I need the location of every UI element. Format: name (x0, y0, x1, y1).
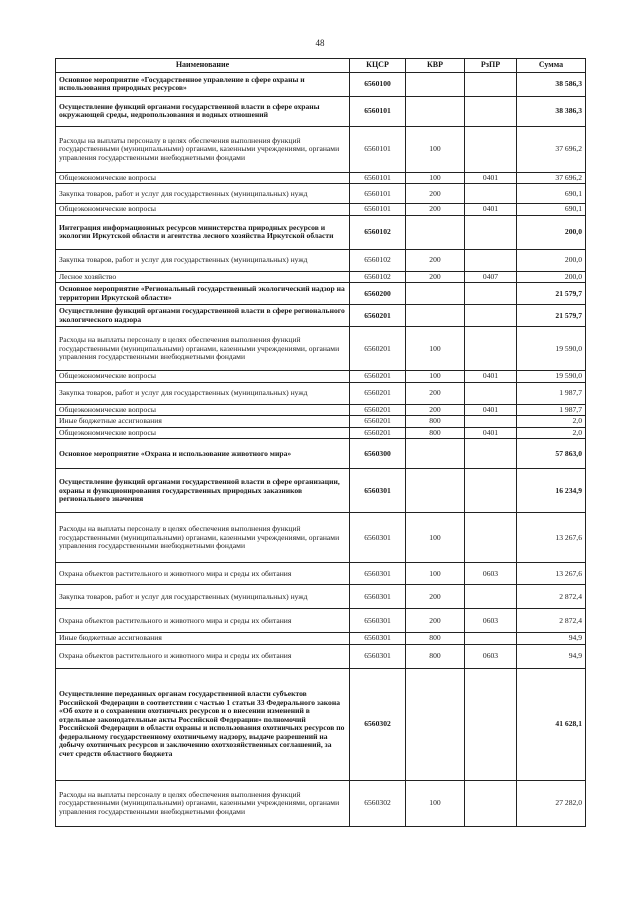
table-row (56, 609, 586, 633)
cell-name: Общеэкономические вопросы (56, 404, 350, 416)
table-row (56, 215, 586, 249)
cell-sum: 94,9 (517, 644, 586, 668)
cell-kvr (406, 96, 465, 126)
cell-name: Охрана объектов растительного и животного мира и среды их обитания (56, 609, 350, 633)
cell-kcsr: 6560201 (350, 382, 406, 404)
cell-sum: 21 579,7 (517, 283, 586, 305)
cell-name: Охрана объектов растительного и животного мира и среды их обитания (56, 563, 350, 585)
header-kcsr: КЦСР (350, 59, 406, 73)
table-row (56, 469, 586, 513)
table-header-row (56, 59, 586, 73)
cell-sum: 2 872,4 (517, 609, 586, 633)
cell-rzpr (465, 585, 517, 609)
cell-name: Расходы на выплаты персоналу в целях обеспечения выполнения функций государственными (муниципальными) органами, казенными учреждениями, органами управления государственными внебюджетными фондами (56, 327, 350, 371)
table-row (56, 327, 586, 371)
cell-rzpr (465, 96, 517, 126)
cell-name: Расходы на выплаты персоналу в целях обеспечения выполнения функций государственными (муниципальными) органами, казенными учреждениями, органами управления государственными внебюджетными фондами (56, 513, 350, 563)
cell-kvr: 800 (406, 644, 465, 668)
cell-kcsr: 6560301 (350, 644, 406, 668)
cell-sum: 16 234,9 (517, 469, 586, 513)
table-row (56, 271, 586, 283)
cell-rzpr (465, 72, 517, 96)
cell-kvr: 800 (406, 633, 465, 645)
cell-sum: 38 586,3 (517, 72, 586, 96)
cell-rzpr: 0401 (465, 172, 517, 184)
cell-rzpr (465, 668, 517, 780)
header-sum: Сумма (517, 59, 586, 73)
cell-kcsr: 6560201 (350, 371, 406, 383)
cell-name: Общеэкономические вопросы (56, 204, 350, 216)
cell-kcsr: 6560301 (350, 609, 406, 633)
cell-kcsr: 6560102 (350, 271, 406, 283)
cell-kcsr: 6560101 (350, 204, 406, 216)
cell-name: Общеэкономические вопросы (56, 172, 350, 184)
cell-name: Закупка товаров, работ и услуг для государственных (муниципальных) нужд (56, 184, 350, 204)
cell-rzpr: 0603 (465, 644, 517, 668)
cell-sum: 690,1 (517, 184, 586, 204)
cell-sum: 13 267,6 (517, 563, 586, 585)
cell-sum: 200,0 (517, 215, 586, 249)
cell-sum: 38 386,3 (517, 96, 586, 126)
cell-sum: 27 282,0 (517, 780, 586, 826)
cell-rzpr (465, 249, 517, 271)
table-body (56, 72, 586, 826)
cell-name: Расходы на выплаты персоналу в целях обеспечения выполнения функций государственными (муниципальными) органами, казенными учреждениями, органами управления государственными внебюджетными фондами (56, 780, 350, 826)
cell-name: Основное мероприятие «Охрана и использование животного мира» (56, 439, 350, 469)
cell-sum: 2,0 (517, 416, 586, 428)
cell-name: Осуществление функций органами государственной власти в сфере охраны окружающей среды, недропользования и водных отношений (56, 96, 350, 126)
cell-kcsr: 6560200 (350, 283, 406, 305)
cell-name: Иные бюджетные ассигнования (56, 633, 350, 645)
cell-sum: 1 987,7 (517, 404, 586, 416)
cell-kvr (406, 469, 465, 513)
cell-kcsr: 6560100 (350, 72, 406, 96)
cell-kvr: 200 (406, 184, 465, 204)
cell-rzpr: 0603 (465, 609, 517, 633)
cell-rzpr: 0603 (465, 563, 517, 585)
cell-kcsr: 6560101 (350, 96, 406, 126)
cell-kvr (406, 283, 465, 305)
cell-kvr: 200 (406, 609, 465, 633)
cell-kvr (406, 72, 465, 96)
cell-name: Осуществление переданных органам государственной власти субъектов Российской Федерации в соответствии с частью 1 статьи 33 Федерального закона «Об охоте и о сохранении охотничьих ресурсов и о внесении изменений в отдельные законодательные акты Российской Федерации» полномочий Российской Федерации в области охраны и использования охотничьих ресурсов по федеральному государственному охотничьему надзору, выдаче разрешений на добычу охотничьих ресурсов и заключению охотхозяйственных соглашений, за счет средств областного бюджета (56, 668, 350, 780)
cell-rzpr (465, 126, 517, 172)
cell-kvr: 100 (406, 563, 465, 585)
cell-kcsr: 6560102 (350, 215, 406, 249)
table-row (56, 780, 586, 826)
table-row (56, 96, 586, 126)
table-row (56, 283, 586, 305)
table-row (56, 172, 586, 184)
cell-name: Иные бюджетные ассигнования (56, 416, 350, 428)
cell-rzpr (465, 633, 517, 645)
cell-kcsr: 6560301 (350, 585, 406, 609)
cell-kcsr: 6560301 (350, 513, 406, 563)
cell-kcsr: 6560201 (350, 327, 406, 371)
table-row (56, 427, 586, 439)
cell-kvr: 100 (406, 513, 465, 563)
budget-table (55, 58, 586, 827)
cell-name: Общеэкономические вопросы (56, 371, 350, 383)
cell-rzpr: 0401 (465, 371, 517, 383)
cell-kcsr: 6560101 (350, 172, 406, 184)
cell-kcsr: 6560301 (350, 469, 406, 513)
cell-name: Охрана объектов растительного и животного мира и среды их обитания (56, 644, 350, 668)
cell-rzpr (465, 305, 517, 327)
cell-name: Общеэкономические вопросы (56, 427, 350, 439)
cell-kvr: 200 (406, 404, 465, 416)
cell-rzpr (465, 780, 517, 826)
table-row (56, 184, 586, 204)
cell-rzpr: 0401 (465, 404, 517, 416)
cell-kvr: 100 (406, 327, 465, 371)
cell-sum: 2 872,4 (517, 585, 586, 609)
cell-rzpr (465, 513, 517, 563)
cell-sum: 41 628,1 (517, 668, 586, 780)
cell-sum: 19 590,0 (517, 371, 586, 383)
cell-sum: 1 987,7 (517, 382, 586, 404)
cell-kcsr: 6560301 (350, 633, 406, 645)
table-row (56, 416, 586, 428)
cell-sum: 94,9 (517, 633, 586, 645)
header-rzpr: РзПР (465, 59, 517, 73)
cell-name: Осуществление функций органами государственной власти в сфере организации, охраны и функционирования государственных природных заказников регионального значения (56, 469, 350, 513)
table-row (56, 204, 586, 216)
cell-name: Закупка товаров, работ и услуг для государственных (муниципальных) нужд (56, 382, 350, 404)
table-row (56, 249, 586, 271)
table-row (56, 305, 586, 327)
cell-kcsr: 6560201 (350, 416, 406, 428)
cell-sum: 19 590,0 (517, 327, 586, 371)
cell-sum: 200,0 (517, 271, 586, 283)
cell-rzpr (465, 215, 517, 249)
cell-rzpr (465, 184, 517, 204)
cell-sum: 21 579,7 (517, 305, 586, 327)
table-row (56, 644, 586, 668)
cell-kvr: 200 (406, 249, 465, 271)
cell-kvr: 200 (406, 585, 465, 609)
cell-sum: 37 696,2 (517, 126, 586, 172)
cell-kvr: 800 (406, 416, 465, 428)
page-number: 48 (315, 38, 325, 48)
table-row (56, 668, 586, 780)
cell-kcsr: 6560300 (350, 439, 406, 469)
cell-kvr: 200 (406, 271, 465, 283)
cell-kcsr: 6560101 (350, 126, 406, 172)
cell-rzpr: 0401 (465, 204, 517, 216)
header-name: Наименование (56, 59, 350, 73)
cell-name: Расходы на выплаты персоналу в целях обеспечения выполнения функций государственными (муниципальными) органами, казенными учреждениями, органами управления государственными внебюджетными фондами (56, 126, 350, 172)
cell-kvr (406, 305, 465, 327)
cell-kvr: 100 (406, 172, 465, 184)
cell-kcsr: 6560101 (350, 184, 406, 204)
table-row (56, 371, 586, 383)
cell-sum: 2,0 (517, 427, 586, 439)
cell-kvr: 100 (406, 126, 465, 172)
cell-kcsr: 6560201 (350, 427, 406, 439)
cell-sum: 37 696,2 (517, 172, 586, 184)
table-row (56, 513, 586, 563)
cell-kvr: 200 (406, 382, 465, 404)
table-row (56, 563, 586, 585)
cell-sum: 200,0 (517, 249, 586, 271)
cell-kvr: 100 (406, 780, 465, 826)
cell-rzpr (465, 382, 517, 404)
cell-kvr (406, 668, 465, 780)
cell-rzpr (465, 439, 517, 469)
table-row (56, 72, 586, 96)
table-row (56, 126, 586, 172)
cell-kvr: 200 (406, 204, 465, 216)
cell-kvr: 100 (406, 371, 465, 383)
cell-name: Лесное хозяйство (56, 271, 350, 283)
table-row (56, 633, 586, 645)
cell-kcsr: 6560301 (350, 563, 406, 585)
table-row (56, 404, 586, 416)
cell-name: Основное мероприятие «Региональный государственный экологический надзор на территории Иркутской области» (56, 283, 350, 305)
cell-kcsr: 6560302 (350, 780, 406, 826)
table-row (56, 439, 586, 469)
table-row (56, 585, 586, 609)
cell-rzpr (465, 327, 517, 371)
cell-kcsr: 6560201 (350, 305, 406, 327)
cell-sum: 57 863,0 (517, 439, 586, 469)
cell-rzpr: 0407 (465, 271, 517, 283)
cell-rzpr (465, 416, 517, 428)
cell-rzpr (465, 469, 517, 513)
header-kvr: КВР (406, 59, 465, 73)
cell-kvr (406, 439, 465, 469)
cell-name: Закупка товаров, работ и услуг для государственных (муниципальных) нужд (56, 585, 350, 609)
cell-kvr: 800 (406, 427, 465, 439)
cell-kvr (406, 215, 465, 249)
cell-kcsr: 6560201 (350, 404, 406, 416)
cell-sum: 13 267,6 (517, 513, 586, 563)
cell-name: Осуществление функций органами государственной власти в сфере регионального экологического надзора (56, 305, 350, 327)
cell-kcsr: 6560102 (350, 249, 406, 271)
cell-name: Основное мероприятие «Государственное управление в сфере охраны и использования природных ресурсов» (56, 72, 350, 96)
cell-rzpr (465, 283, 517, 305)
cell-rzpr: 0401 (465, 427, 517, 439)
cell-sum: 690,1 (517, 204, 586, 216)
table-row (56, 382, 586, 404)
cell-kcsr: 6560302 (350, 668, 406, 780)
cell-name: Закупка товаров, работ и услуг для государственных (муниципальных) нужд (56, 249, 350, 271)
cell-name: Интеграция информационных ресурсов министерства природных ресурсов и экологии Иркутской области и агентства лесного хозяйства Иркутской области (56, 215, 350, 249)
